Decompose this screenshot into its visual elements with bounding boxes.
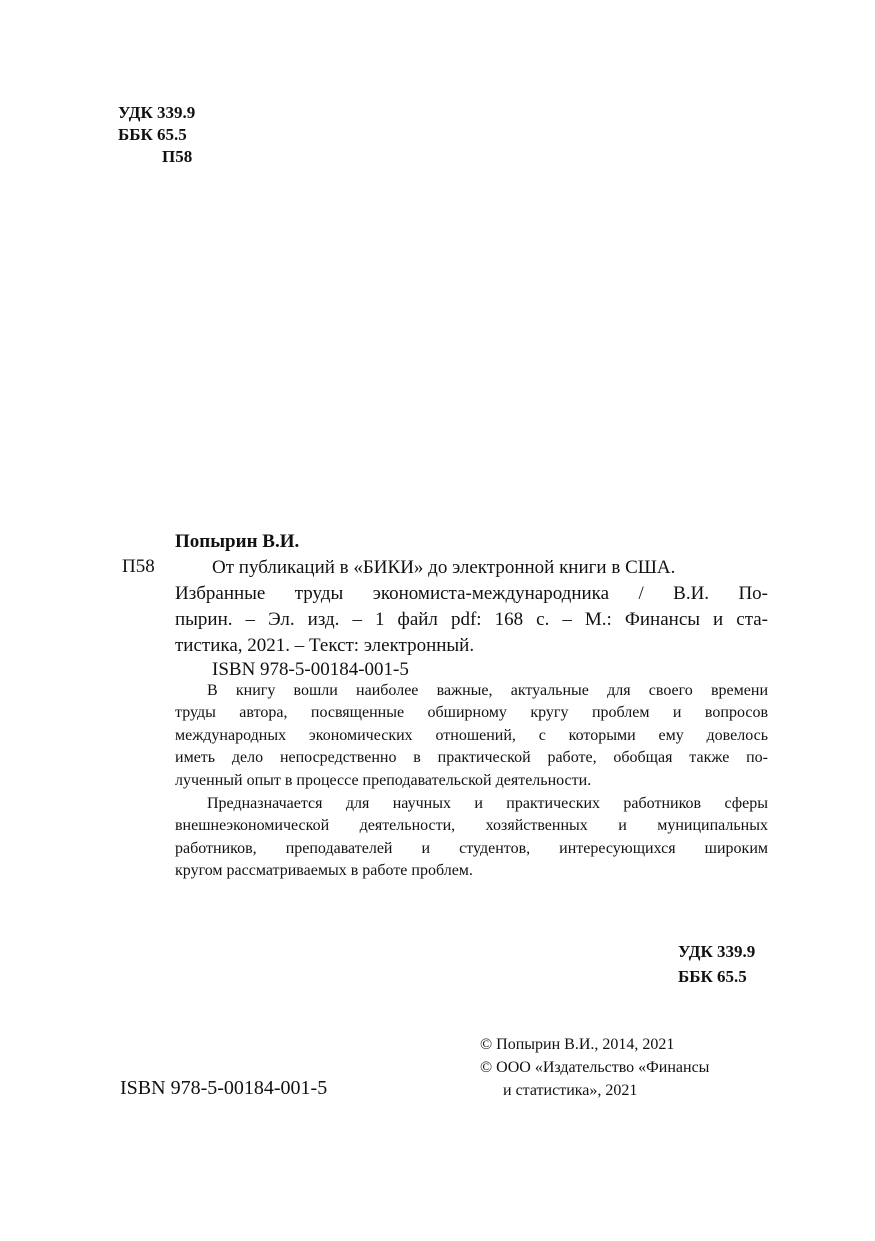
record-description-line: тистика, 2021. – Текст: электронный. [175,635,475,656]
bbk-code-top: ББК 65.5 [118,125,187,144]
record-description-line: Избранные труды экономиста-международника / В.И. По- [175,583,768,604]
author-heading: Попырин В.И. [175,531,300,552]
copyright-line: © ООО «Издательство «Финансы [480,1059,710,1076]
cutter-code-top: П58 [162,147,193,166]
annotation-line: кругом рассматриваемых в работе проблем. [175,862,473,879]
record-isbn: ISBN 978-5-00184-001-5 [212,659,409,680]
annotation-line: работников, преподавателей и студентов, интересующихся широким [175,840,768,857]
annotation-line: лученный опыт в процессе преподавательской деятельности. [175,772,592,789]
udk-code-top: УДК 339.9 [118,103,196,122]
isbn-bottom: ISBN 978-5-00184-001-5 [120,1077,328,1099]
record-description-line: пырин. – Эл. изд. – 1 файл pdf: 168 с. – М.: Финансы и ста- [175,609,768,630]
annotation-line: Предназначается для научных и практических работников сферы [207,795,768,812]
annotation-line: труды автора, посвященные обширному кругу проблем и вопросов [175,704,768,721]
udk-code-bottom: УДК 339.9 [678,942,756,961]
copyright-line: © Попырин В.И., 2014, 2021 [480,1036,675,1053]
bbk-code-bottom: ББК 65.5 [678,967,747,986]
annotation-line: В книгу вошли наиболее важные, актуальные для своего времени [207,682,768,699]
annotation-line: международных экономических отношений, с которыми ему довелось [175,727,768,744]
cutter-code-record: П58 [122,556,155,577]
copyright-line: и статистика», 2021 [503,1082,638,1099]
annotation-line: внешнеэкономической деятельности, хозяйственных и муниципальных [175,817,768,834]
record-description-line: От публикаций в «БИКИ» до электронной книги в США. [212,557,676,578]
annotation-line: иметь дело непосредственно в практической работе, обобщая также по- [175,749,768,766]
